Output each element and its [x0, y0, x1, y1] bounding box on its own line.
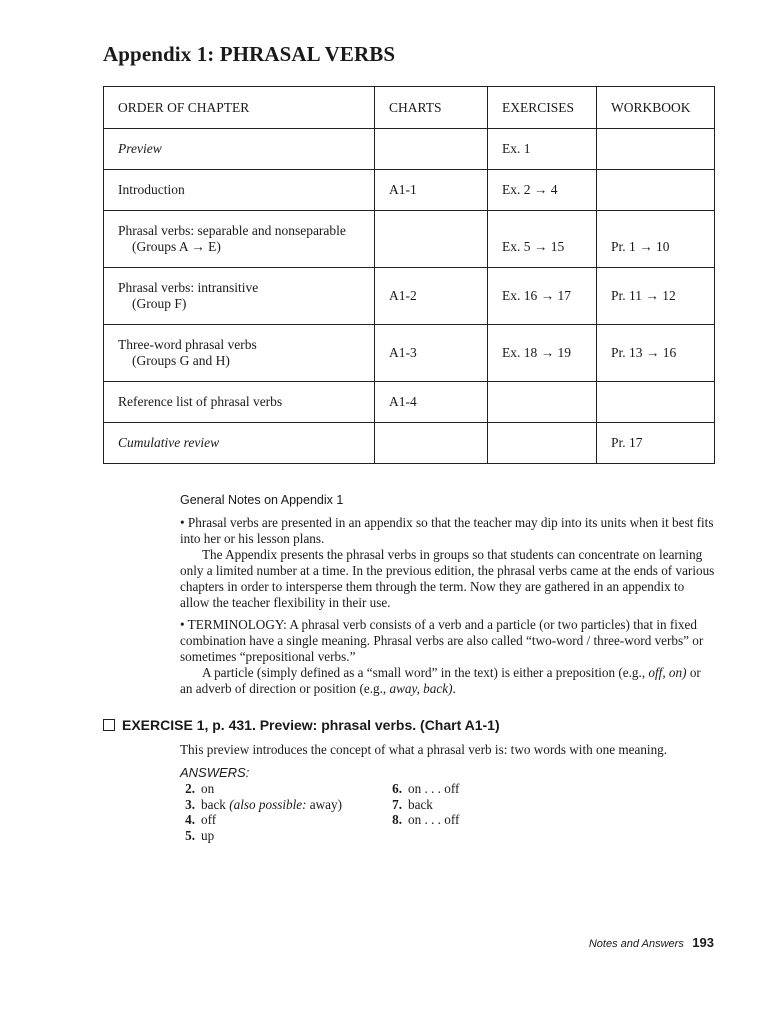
table-row	[104, 325, 715, 382]
exercises-cell: Ex. 5 → 15	[488, 211, 597, 268]
note-text: .	[452, 681, 456, 696]
table-header-row	[104, 87, 715, 129]
charts-cell	[375, 423, 488, 464]
chapter-groups: (Groups G and H)	[132, 353, 230, 368]
answer-number: 8.	[392, 812, 402, 828]
answer-number: 6.	[392, 781, 402, 796]
answer-item	[382, 781, 459, 797]
chapter-cell: Preview	[104, 129, 375, 170]
workbook-cell	[597, 382, 715, 423]
exercise-heading	[103, 717, 500, 733]
table-row	[104, 382, 715, 423]
note-example: away, back)	[389, 681, 453, 696]
answer-number: 7.	[392, 796, 402, 812]
chapter-cell	[104, 268, 375, 325]
note-example: off, on)	[648, 665, 687, 680]
checkbox-icon	[103, 719, 115, 731]
charts-cell: A1-2	[375, 268, 488, 325]
note-paragraph: • Phrasal verbs are presented in an appendix so that the teacher may dip into its units when it best fits into her or his lesson plans.	[180, 515, 714, 546]
column-header-charts: CHARTS	[375, 87, 488, 129]
exercise-intro: This preview introduces the concept of what a phrasal verb is: two words with one meaning.	[180, 742, 668, 757]
answer-number: 3.	[185, 796, 195, 812]
exercises-cell: Ex. 1	[488, 129, 597, 170]
workbook-cell: Pr. 17	[597, 423, 715, 464]
chapter-title: Phrasal verbs: intransitive	[118, 280, 259, 295]
table-row	[104, 170, 715, 211]
workbook-cell: Pr. 11 → 12	[597, 268, 715, 325]
page-footer	[589, 934, 714, 952]
chapter-title: Three-word phrasal verbs	[118, 337, 257, 352]
chapter-title: Phrasal verbs: separable and nonseparable	[118, 223, 346, 238]
workbook-cell	[597, 129, 715, 170]
note-paragraph	[180, 665, 716, 697]
note-paragraph: The Appendix presents the phrasal verbs in groups so that students can concentrate on learning only a limited number at a time. In the previous edition, the phrasal verbs came at the ends of various chapters in order to intersperse them through the term. Now they are gathered in an appendix to allow the teacher flexibility in their use.	[180, 547, 715, 610]
answer-item	[382, 812, 459, 828]
chapter-groups: (Group F)	[132, 296, 187, 311]
answer-text: on . . . off	[408, 812, 460, 828]
answer-item	[175, 797, 342, 813]
chapter-cell: Reference list of phrasal verbs	[104, 382, 375, 423]
note-text: or an adverb of direction or position (e.g.,	[180, 665, 701, 696]
appendix-chart-table	[103, 86, 715, 464]
charts-cell: A1-3	[375, 325, 488, 382]
answer-text: away)	[306, 796, 343, 812]
answer-text: back	[201, 796, 230, 812]
answer-text: off	[201, 812, 217, 828]
answer-item	[175, 828, 342, 844]
charts-cell: A1-4	[375, 382, 488, 423]
note-paragraph: • TERMINOLOGY: A phrasal verb consists of a verb and a particle (or two particles) that in fixed combination have a single meaning. Phrasal verbs are also called “two-word / three-word verbs” or sometimes “prepositional verbs.”	[180, 617, 704, 664]
chapter-cell: Introduction	[104, 170, 375, 211]
exercises-cell	[488, 382, 597, 423]
charts-cell: A1-1	[375, 170, 488, 211]
chapter-cell: Cumulative review	[104, 423, 375, 464]
answer-text: on	[201, 781, 215, 796]
footer-label: Notes and Answers	[588, 938, 684, 950]
exercises-cell	[488, 423, 597, 464]
exercises-cell: Ex. 16 → 17	[488, 268, 597, 325]
answer-text: up	[201, 828, 215, 844]
answer-text: on . . . off	[408, 781, 460, 796]
chapter-cell	[104, 325, 375, 382]
answer-note: (also possible:	[229, 796, 307, 812]
table-row	[104, 268, 715, 325]
answer-number: 2.	[185, 781, 195, 796]
answers-column-right	[382, 781, 459, 828]
exercise-title: EXERCISE 1, p. 431. Preview: phrasal verbs. (Chart A1-1)	[122, 717, 500, 733]
answer-number: 5.	[185, 828, 195, 844]
charts-cell	[375, 129, 488, 170]
workbook-cell	[597, 170, 715, 211]
exercises-cell: Ex. 18 → 19	[488, 325, 597, 382]
page-number: 193	[692, 935, 714, 950]
answer-item	[175, 781, 342, 797]
workbook-cell: Pr. 13 → 16	[597, 325, 715, 382]
answer-number: 4.	[185, 812, 195, 828]
table-row	[104, 423, 715, 464]
exercises-cell: Ex. 2 → 4	[488, 170, 597, 211]
answer-item	[175, 812, 342, 828]
page-title: Appendix 1: PHRASAL VERBS	[103, 42, 396, 66]
chapter-cell	[104, 211, 375, 268]
answers-column-left	[175, 781, 342, 844]
column-header-order: ORDER OF CHAPTER	[104, 87, 375, 129]
answer-text: back	[408, 796, 433, 812]
answers-label: ANSWERS:	[180, 765, 250, 780]
table-row	[104, 211, 715, 268]
table-row	[104, 129, 715, 170]
workbook-cell: Pr. 1 → 10	[597, 211, 715, 268]
general-notes-heading: General Notes on Appendix 1	[180, 493, 344, 507]
chapter-groups: (Groups A → E)	[132, 239, 221, 254]
general-notes-body	[180, 515, 716, 697]
note-text: A particle (simply defined as a “small word” in the text) is either a preposition (e.g.,	[202, 665, 649, 680]
answer-item	[382, 797, 459, 813]
column-header-workbook: WORKBOOK	[597, 87, 715, 129]
column-header-exercises: EXERCISES	[488, 87, 597, 129]
charts-cell	[375, 211, 488, 268]
